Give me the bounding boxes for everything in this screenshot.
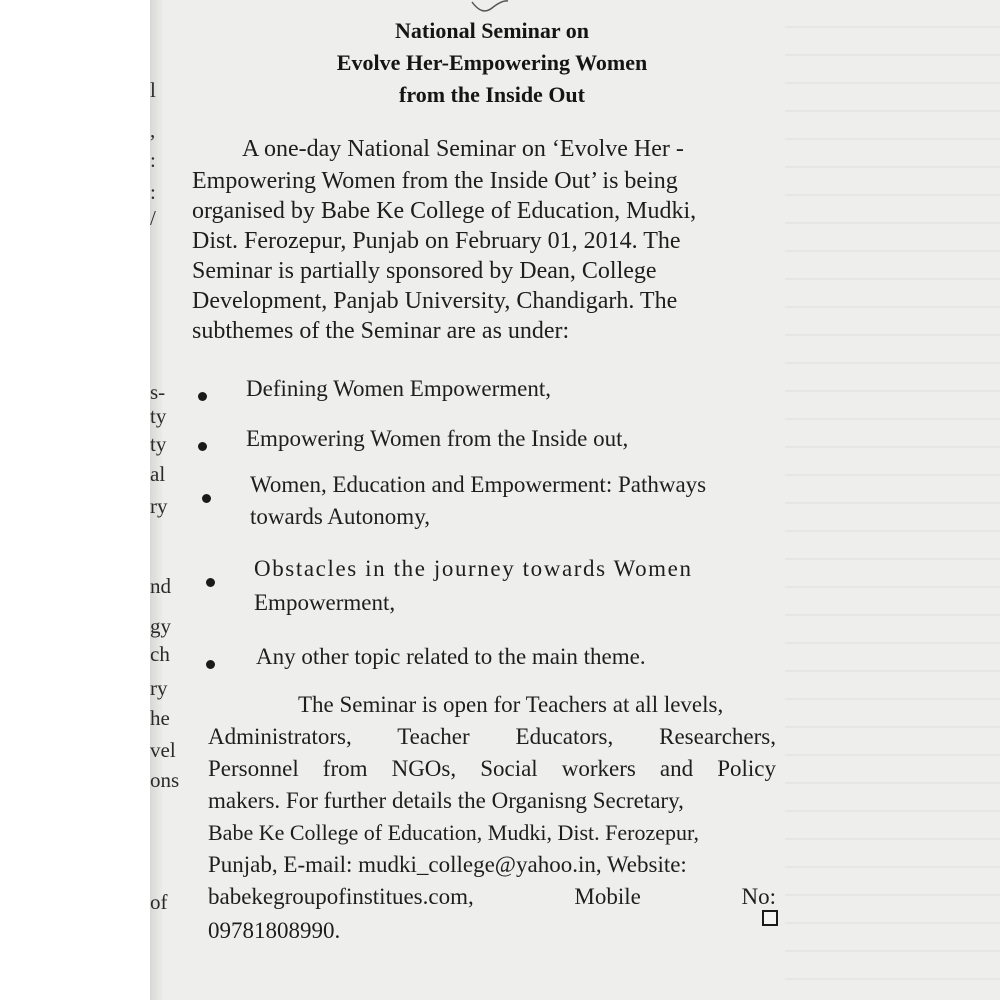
heading-line-3: from the Inside Out <box>399 82 585 107</box>
bleed-through-text <box>785 0 1000 1000</box>
margin-fragment: ty <box>150 432 167 456</box>
pen-mark <box>470 0 510 18</box>
margin-fragment: / <box>150 206 156 230</box>
list-item-text: Empowerment, <box>254 590 396 615</box>
closing-line: Punjab, E-mail: mudki_college@yahoo.in, Website: <box>208 852 687 877</box>
margin-fragment: : <box>150 148 156 172</box>
intro-line: A one-day National Seminar on ‘Evolve Her - <box>242 136 684 162</box>
intro-line: subthemes of the Seminar are as under: <box>192 318 570 344</box>
bullet-icon <box>202 494 211 503</box>
list-item-text: Any other topic related to the main theme. <box>256 644 646 669</box>
list-item-text: towards Autonomy, <box>250 504 430 529</box>
list-item-text: Obstacles in the journey towards Women <box>254 556 693 581</box>
closing-line: babekegroupofinstitues.com, Mobile No: <box>208 884 776 909</box>
intro-line: Development, Panjab University, Chandigarh. The <box>192 288 678 314</box>
margin-fragment: , <box>150 118 156 142</box>
page-left-edge <box>0 0 150 1000</box>
closing-line: Personnel from NGOs, Social workers and Policy <box>208 756 776 781</box>
margin-fragment: l <box>150 78 156 102</box>
margin-fragment: nd <box>150 574 171 598</box>
margin-fragment: : <box>150 180 156 204</box>
intro-line: Seminar is partially sponsored by Dean, College <box>192 258 657 284</box>
closing-line: Administrators, Teacher Educators, Researchers, <box>208 724 776 749</box>
margin-fragment: gy <box>150 614 171 638</box>
margin-fragment: s- <box>150 380 166 404</box>
margin-fragment: ch <box>150 642 170 666</box>
list-item-text: Women, Education and Empowerment: Pathways <box>250 472 707 497</box>
bullet-icon <box>198 442 207 451</box>
margin-fragment: ry <box>150 676 168 700</box>
heading-line-2: Evolve Her-Empowering Women <box>336 50 648 75</box>
closing-line: 09781808990. <box>208 918 341 943</box>
intro-line: Empowering Women from the Inside Out’ is being <box>192 168 678 194</box>
margin-fragment: al <box>150 462 166 486</box>
bullet-icon <box>198 392 207 401</box>
bullet-icon <box>206 578 215 587</box>
end-of-article-box-icon <box>762 910 778 926</box>
margin-fragment: he <box>150 706 170 730</box>
heading-line-1: National Seminar on <box>395 18 589 43</box>
bullet-icon <box>206 660 215 669</box>
margin-fragment: of <box>150 890 168 914</box>
intro-line: Dist. Ferozepur, Punjab on February 01, 2014. The <box>192 228 681 254</box>
list-item-text: Defining Women Empowerment, <box>246 376 551 401</box>
closing-line: makers. For further details the Organisng Secretary, <box>208 788 684 813</box>
closing-line: The Seminar is open for Teachers at all levels, <box>298 692 724 717</box>
margin-fragment: ry <box>150 494 168 518</box>
intro-line: organised by Babe Ke College of Education, Mudki, <box>192 198 697 224</box>
margin-fragment: vel <box>150 738 176 762</box>
closing-line: Babe Ke College of Education, Mudki, Dist. Ferozepur, <box>208 820 699 845</box>
list-item-text: Empowering Women from the Inside out, <box>246 426 629 451</box>
previous-page-margin <box>150 0 192 1000</box>
margin-fragment: ons <box>150 768 180 792</box>
margin-fragment: ty <box>150 404 167 428</box>
